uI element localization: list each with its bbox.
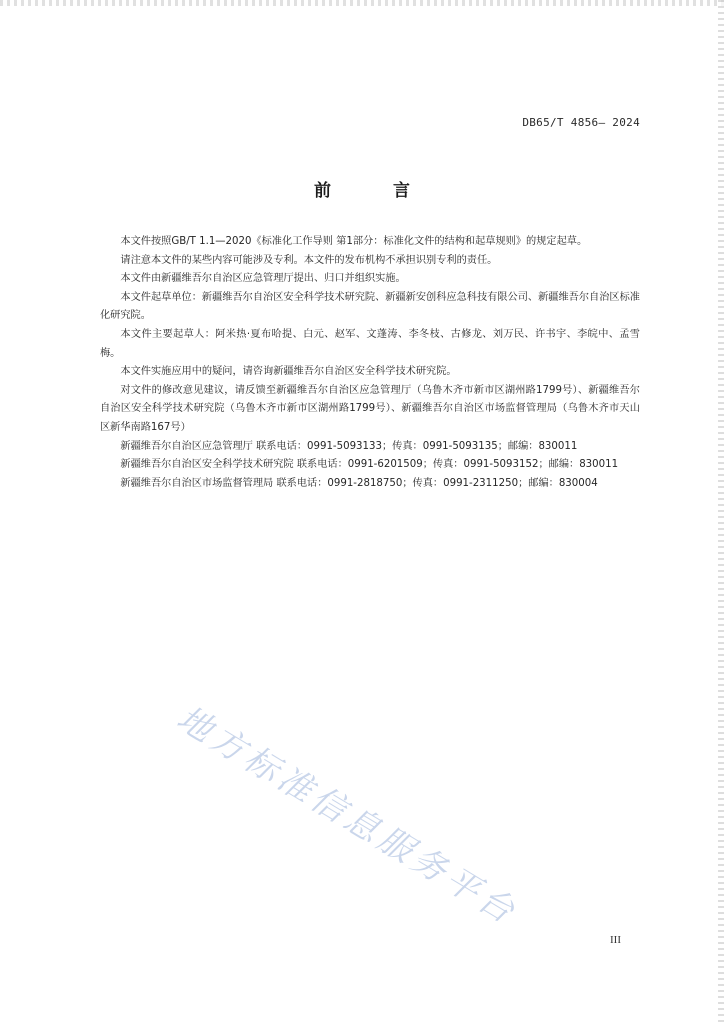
paragraph-drafting-rules: 本文件按照GB/T 1.1—2020《标准化工作导则 第1部分：标准化文件的结构和起草规则》的规定起草。 [120, 236, 588, 247]
watermark: 地方标准信息服务平台 [169, 698, 525, 934]
page-number: III [610, 934, 621, 946]
paragraph-proposer: 本文件由新疆维吾尔自治区应急管理厅提出、归口并组织实施。 [120, 273, 406, 285]
paragraph-contact-institute: 新疆维吾尔自治区安全科学技术研究院 联系电话：0991-6201509；传真：0991-5093152；邮编：830011 [120, 459, 619, 471]
paragraph-drafters: 本文件主要起草人：阿米热·夏布哈提、白元、赵军、文蓬涛、李冬枝、古修龙、刘万民、许书宇、李皖中、孟雪梅。 [100, 328, 640, 359]
page-title: 前 言 [314, 181, 438, 201]
paragraph-drafting-units: 本文件起草单位：新疆维吾尔自治区安全科学技术研究院、新疆新安创科应急科技有限公司、新疆维吾尔自治区标准化研究院。 [100, 291, 640, 322]
document-code: DB65/T 4856— 2024 [522, 116, 640, 129]
scan-top-edge [0, 0, 724, 6]
scan-right-edge [718, 0, 724, 1024]
paragraph-patent-notice: 请注意本文件的某些内容可能涉及专利。本文件的发布机构不承担识别专利的责任。 [120, 254, 498, 266]
paragraph-feedback: 对文件的修改意见建议，请反馈至新疆维吾尔自治区应急管理厅（乌鲁木齐市新市区湖州路1799号）、新疆维吾尔自治区安全科学技术研究院（乌鲁木齐市新市区湖州路1799号）、新疆维吾尔自治区市场监督管理局（乌鲁木齐市天山区新华南路167号） [100, 384, 640, 433]
paragraph-contact-emergency: 新疆维吾尔自治区应急管理厅 联系电话：0991-5093133；传真：0991-5093135；邮编：830011 [120, 440, 578, 452]
paragraph-contact-market: 新疆维吾尔自治区市场监督管理局 联系电话：0991-2818750；传真：0991-2311250；邮编：830004 [120, 477, 598, 489]
foreword-body [100, 233, 640, 493]
paragraph-consultation: 本文件实施应用中的疑问，请咨询新疆维吾尔自治区安全科学技术研究院。 [120, 366, 457, 378]
